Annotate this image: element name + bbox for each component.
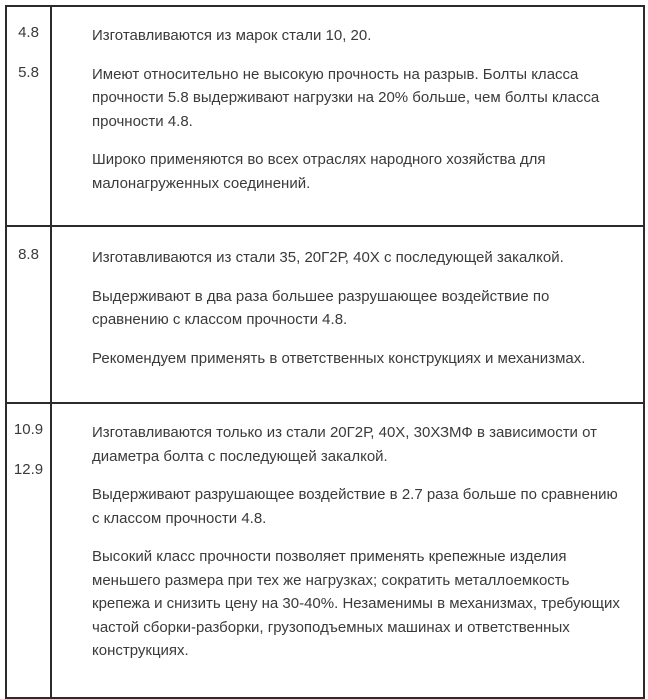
strength-class-value: 12.9	[13, 461, 44, 478]
description-paragraph: Высокий класс прочности позволяет применять крепежные изделия меньшего размера при тех же нагрузках; сократить металлоемкость крепежа и снизить цену на 30-40%. Незаменимы в механизмах, требующих частой сборки-разборки, грузоподъемных машинах и ответственных конструкциях.	[92, 548, 620, 659]
description-paragraph: Изготавливаются из стали 35, 20Г2Р, 40Х с последующей закалкой.	[92, 249, 564, 266]
description-cell	[51, 403, 644, 698]
strength-class-cell	[6, 226, 51, 403]
table-row	[6, 403, 644, 698]
strength-class-table	[5, 5, 645, 699]
strength-class-value: 8.8	[18, 246, 39, 263]
strength-class-value: 4.8	[18, 24, 39, 41]
table-row	[6, 226, 644, 403]
strength-class-value: 10.9	[13, 421, 44, 438]
strength-class-cell	[6, 6, 51, 226]
description-cell	[51, 226, 644, 403]
table-row	[6, 6, 644, 226]
description-paragraph: Изготавливаются только из стали 20Г2Р, 40Х, 30ХЗМФ в зависимости от диаметра болта с последующей закалкой.	[92, 424, 597, 465]
strength-class-cell	[6, 403, 51, 698]
description-paragraph: Изготавливаются из марок стали 10, 20.	[92, 27, 372, 44]
description-paragraph: Выдерживают разрушающее воздействие в 2.7 раза больше по сравнению с классом прочности 4.8.	[92, 486, 618, 527]
description-paragraph: Выдерживают в два раза большее разрушающее воздействие по сравнению с классом прочности 4.8.	[92, 287, 550, 328]
description-paragraph: Имеют относительно не высокую прочность на разрыв. Болты класса прочности 5.8 выдерживают нагрузки на 20% больше, чем болты класса прочности 4.8.	[92, 65, 600, 130]
description-cell	[51, 6, 644, 226]
strength-class-value: 5.8	[18, 64, 39, 81]
description-paragraph: Рекомендуем применять в ответственных конструкциях и механизмах.	[92, 349, 586, 367]
description-paragraph: Широко применяются во всех отраслях народного хозяйства для малонагруженных соединений.	[92, 151, 546, 192]
